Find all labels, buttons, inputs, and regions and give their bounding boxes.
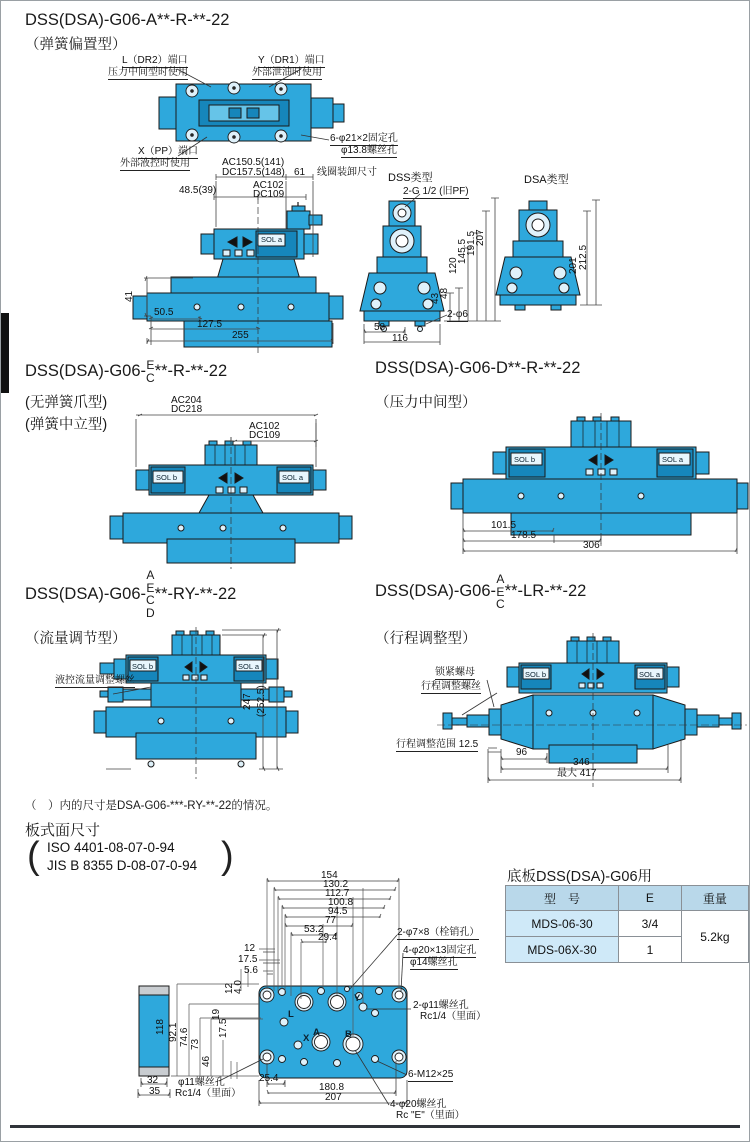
dim-29-4: 29.4 (318, 932, 338, 943)
title-pre: DSS(DSA)-G06- (25, 362, 147, 380)
dim-116: 116 (392, 333, 408, 344)
dim-77: 77 (325, 915, 337, 926)
section3-left-subtitle: （流量调节型） (25, 631, 127, 647)
sol-a-label: SOL a (261, 235, 282, 244)
col-weight: 重量 (681, 886, 748, 911)
dim-48: 48 (439, 287, 450, 299)
table-row (506, 911, 749, 937)
coil-removal-note: 线圈装卸尺寸 (317, 167, 377, 178)
port-b: B (345, 1029, 352, 1040)
dim-178-5: 178.5 (511, 530, 537, 541)
dim-ac204: AC204 (171, 395, 202, 406)
sol-a-label: SOL a (282, 473, 303, 482)
dim-2-phi6: 2-φ6 (447, 309, 468, 320)
dss-fitting-label: 2-G 1/2 (旧PF) (403, 186, 469, 197)
section3-left-title (25, 569, 236, 619)
callout-fix-holes: 6-φ21×2固定孔 (330, 133, 398, 144)
port-a: A (313, 1027, 320, 1038)
dim-180-8: 180.8 (319, 1082, 345, 1093)
dim-17-5: 17.5 (238, 954, 258, 965)
e-cell: 3/4 (619, 911, 682, 937)
dim-73: 73 (190, 1038, 201, 1050)
dim-130-2: 130.2 (323, 879, 349, 890)
dim-145-5: 145.5 (457, 238, 468, 264)
callout-l-port-sub: 压力中间型时使用 (108, 67, 188, 78)
section1-title: DSS(DSA)-G06-A**-R-**-22 (25, 11, 230, 29)
sol-b-label: SOL b (514, 455, 535, 464)
dim-ac102-2: AC102 (249, 421, 280, 432)
rc11-screw-label: 2-φ11螺丝孔 (413, 1000, 469, 1011)
port-x: X (303, 1033, 310, 1044)
dim-101-5: 101.5 (491, 520, 517, 531)
title-stack: E C (146, 358, 155, 385)
dim-dc218: DC218 (171, 404, 203, 415)
weight-cell: 5.2kg (681, 911, 748, 963)
dim-12: 12 (244, 943, 256, 954)
port-l: L (288, 1009, 294, 1020)
sol-b-label: SOL b (132, 662, 153, 671)
dim-53-2: 53.2 (304, 924, 324, 935)
title-post: **-LR-**-22 (504, 582, 587, 601)
dim-247: 247 (242, 693, 253, 710)
subplate-table (505, 885, 749, 963)
section3-right-title (375, 573, 586, 611)
dim-41: 41 (124, 290, 135, 302)
e-cell: 1 (619, 937, 682, 963)
callout-x-port: X（PP）端口 (138, 146, 199, 157)
dim-25-4: 25.4 (259, 1073, 279, 1084)
sol-a-label: SOL a (238, 662, 259, 671)
section2-right-title: DSS(DSA)-G06-D**-R-**-22 (375, 359, 581, 377)
big-paren-close: ) (221, 835, 234, 877)
dim-19: 19 (211, 1008, 222, 1020)
title-stack: A E C (496, 572, 505, 611)
subplate-table-title: 底板DSS(DSA)-G06用 (507, 869, 653, 885)
iso-standard: ISO 4401-08-07-0-94 (47, 840, 175, 855)
dim-5-6: 5.6 (244, 965, 258, 976)
dim-154: 154 (321, 870, 338, 881)
dim-4-0: 4.0 (233, 980, 244, 994)
dim-dc157: DC157.5(148) (222, 167, 285, 178)
parenthesis-note: （ ）内的尺寸是DSA-G06-***-RY-**-22的情况。 (25, 800, 278, 812)
dim-17-5b: 17.5 (218, 1018, 229, 1038)
big-paren-open: ( (27, 835, 40, 877)
callout-x-port-sub: 外部液控时使用 (120, 158, 190, 169)
dim-191-5: 191.5 (466, 230, 477, 256)
title-post: **-R-**-22 (154, 362, 228, 380)
dim-118: 118 (155, 1019, 166, 1035)
m12-bolt-label: 6-M12×25 (408, 1069, 454, 1080)
col-model: 型 号 (506, 886, 619, 911)
section2-right-subtitle: （压力中间型） (375, 395, 477, 411)
dim-dc109: DC109 (253, 189, 285, 200)
title-post: **-RY-**-22 (154, 584, 237, 603)
dim-48-5: 48.5(39) (179, 185, 217, 196)
title-pre: DSS(DSA)-G06- (25, 584, 147, 603)
dim-201: 201 (568, 257, 579, 274)
rc11-screw-label2: Rc1/4（里面） (420, 1011, 487, 1022)
section2-left-title (25, 359, 227, 384)
phi20-screw-label: 4-φ20螺丝孔 (390, 1099, 447, 1110)
dim-dc109-2: DC109 (249, 430, 281, 441)
dim-112-7: 112.7 (325, 888, 350, 899)
section2-left-sub1: (无弹簧爪型) (25, 395, 108, 411)
dim-100-8: 100.8 (328, 897, 354, 908)
dim-120: 120 (448, 257, 459, 274)
pin-hole-label: 2-φ7×8（栓销孔） (397, 927, 480, 938)
dim-32: 32 (147, 1075, 159, 1086)
section1-subtitle: （弹簧偏置型） (25, 37, 127, 53)
dim-46: 46 (201, 1055, 212, 1067)
dim-43: 43 (430, 292, 441, 304)
title-pre: DSS(DSA)-G06- (375, 582, 497, 601)
fix-hole-label: 4-φ20×13固定孔 (403, 945, 477, 956)
dim-96: 96 (516, 747, 528, 758)
dim-306: 306 (583, 540, 600, 551)
col-e: E (619, 886, 682, 911)
dim-74-6: 74.6 (179, 1027, 190, 1047)
plate-heading: 板式面尺寸 (25, 822, 101, 839)
dim-58: 58 (374, 322, 386, 333)
phi11-screw-label2: Rc1/4（里面） (175, 1088, 242, 1099)
pilot-flow-adjust-label: 液控流量调整螺丝 (55, 675, 135, 686)
dim-207b: 207 (325, 1092, 342, 1103)
dim-127-5: 127.5 (197, 319, 223, 330)
dim-212-5: 212.5 (578, 244, 589, 270)
dim-ac102: AC102 (253, 180, 284, 191)
callout-y-port-sub: 外部泄油时使用 (252, 67, 322, 78)
phi20-screw-label2: Rc "E"（里面） (396, 1110, 465, 1121)
dim-92-1: 92.1 (168, 1022, 179, 1042)
dim-207: 207 (475, 229, 486, 246)
dsa-type-label: DSA类型 (524, 174, 569, 186)
callout-l-port: L（DR2）端口 (122, 55, 188, 66)
dim-ac150: AC150.5(141) (222, 157, 285, 168)
dim-50-5: 50.5 (154, 307, 174, 318)
dim-max-417: 最大 417 (557, 768, 597, 779)
section2-left-sub2: (弹簧中立型) (25, 417, 108, 433)
dim-252-5: (252.5) (256, 685, 267, 717)
dim-61: 61 (294, 167, 306, 178)
dim-94-5: 94.5 (328, 906, 348, 917)
jis-standard: JIS B 8355 D-08-07-0-94 (47, 858, 198, 873)
sol-a-label: SOL a (639, 670, 660, 679)
dim-255: 255 (232, 330, 249, 341)
lock-nut-label: 锁紧螺母 (435, 667, 475, 678)
sol-b-label: SOL b (156, 473, 177, 482)
m14-screw-label: φ14螺丝孔 (410, 957, 458, 968)
phi11-screw-label: φ11螺丝孔 (178, 1077, 225, 1088)
dss-type-label: DSS类型 (388, 172, 433, 184)
callout-y-port: Y（DR1）端口 (258, 55, 325, 66)
sol-b-label: SOL b (525, 670, 546, 679)
dim-346: 346 (573, 757, 590, 768)
port-y: Y (354, 993, 361, 1004)
sol-a-label: SOL a (662, 455, 683, 464)
section3-right-subtitle: （行程调整型） (375, 631, 477, 647)
dim-35: 35 (149, 1086, 161, 1097)
model-cell: MDS-06X-30 (506, 937, 619, 963)
dim-12b: 12 (224, 982, 235, 994)
table-header-row (506, 886, 749, 911)
callout-screw-holes: φ13.8螺丝孔 (341, 145, 397, 156)
model-cell: MDS-06-30 (506, 911, 619, 937)
stroke-adjust-range-label: 行程调整范围 12.5 (396, 739, 479, 750)
title-stack: A E C D (146, 568, 155, 620)
stroke-adjust-screw-label: 行程调整螺丝 (421, 681, 481, 692)
